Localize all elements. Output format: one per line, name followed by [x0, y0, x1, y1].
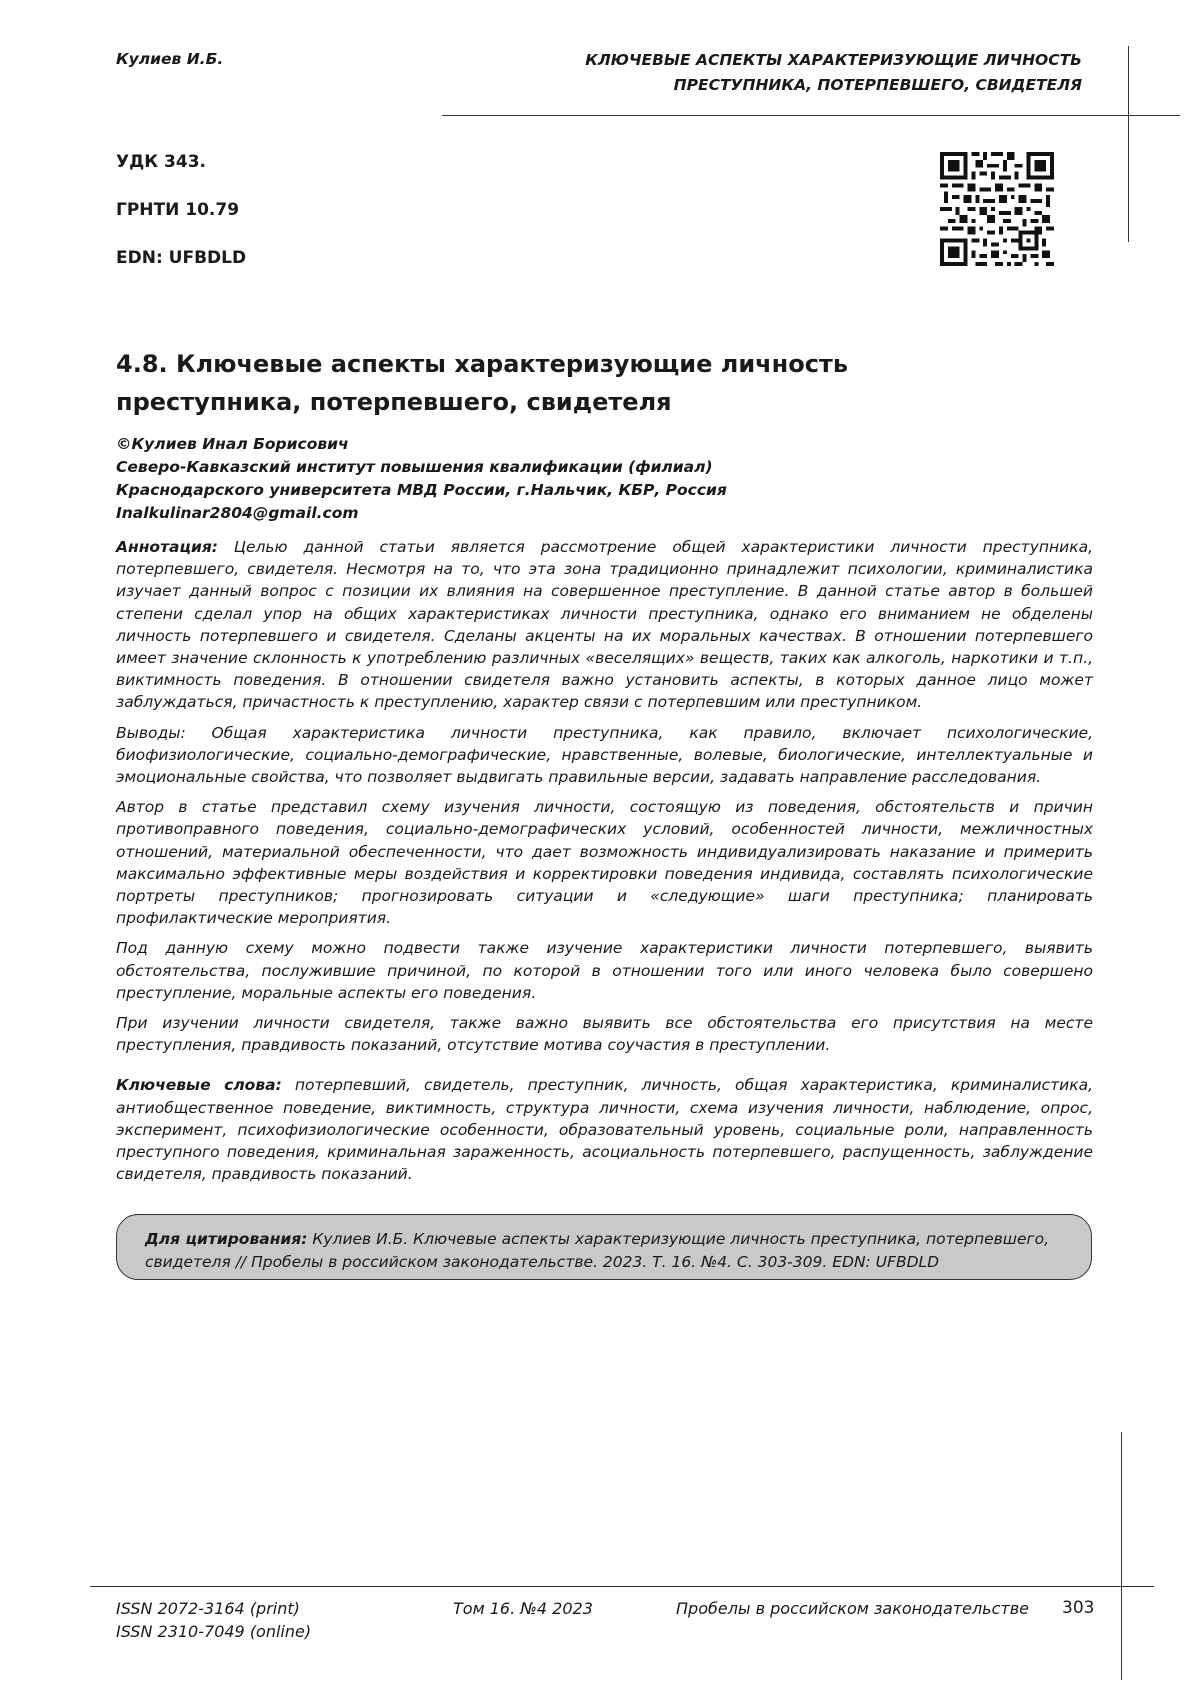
header-rule: [442, 115, 1180, 116]
article-title-line1: 4.8. Ключевые аспекты характеризующие личность: [116, 350, 849, 378]
author-affiliation-line1: Северо-Кавказский институт повышения квалификации (филиал): [116, 458, 713, 476]
abstract-paragraph: [116, 536, 1093, 714]
victim-paragraph: Под данную схему можно подвести также изучение характеристики личности потерпевшего, выявить обстоятельства, послужившие причиной, по которой в отношении того или иного человека было совершено преступление, моральные аспекты его поведения.: [116, 939, 1093, 1002]
footer-vertical-rule: [1121, 1432, 1122, 1680]
witness-paragraph: При изучении личности свидетеля, также важно выявить все обстоятельства его присутствия на месте преступления, правдивость показаний, отсутствие мотива соучастия в преступлении.: [116, 1014, 1093, 1055]
footer-journal-name: Пробелы в российском законодательстве: [676, 1599, 1029, 1618]
issn-online: ISSN 2310-7049 (online): [116, 1622, 312, 1641]
footer-rule: [90, 1586, 1154, 1587]
footer-issn: [116, 1597, 311, 1643]
author-block: [116, 433, 1016, 525]
running-header-title-line2: ПРЕСТУПНИКА, ПОТЕРПЕВШЕГО, СВИДЕТЕЛЯ: [673, 76, 1082, 94]
header-vertical-rule: [1128, 46, 1129, 242]
conclusions-paragraph: Выводы: Общая характеристика личности преступника, как правило, включает психологические, биофизиологические, социально-демографические, нравственные, волевые, биологические, интеллектуальные и эмоциональные свойства, что позволяет выдвигать правильные версии, задавать направление расследования.: [116, 723, 1093, 787]
page-number: 303: [1062, 1598, 1095, 1618]
grnti-code: ГРНТИ 10.79: [116, 200, 240, 220]
article-title-line2: преступника, потерпевшего, свидетеля: [116, 388, 672, 416]
edn-code: EDN: UFBDLD: [116, 248, 247, 268]
keywords-label: Ключевые слова:: [116, 1076, 282, 1095]
article-title: [116, 345, 1016, 421]
citation-text: Кулиев И.Б. Ключевые аспекты характеризующие личность преступника, потерпевшего, свидетеля // Пробелы в российском законодательстве. 2023. Т. 16. №4. С. 303-309. EDN: UFBDLD: [145, 1230, 1050, 1271]
keywords-paragraph: [116, 1074, 1093, 1185]
abstract-section: [116, 536, 1093, 1193]
qr-code-icon: [940, 152, 1054, 266]
abstract-label: Аннотация:: [116, 538, 219, 556]
udk-code: УДК 343.: [116, 152, 207, 172]
author-name: ©Кулиев Инал Борисович: [116, 435, 349, 453]
running-header-title-line1: КЛЮЧЕВЫЕ АСПЕКТЫ ХАРАКТЕРИЗУЮЩИЕ ЛИЧНОСТЬ: [585, 51, 1082, 69]
keywords-text: потерпевший, свидетель, преступник, личность, общая характеристика, криминалистика, антиобщественное поведение, виктимность, структура личности, схема изучения личности, наблюдение, опрос, эксперимент, психофизиологические особенности, образовательный уровень, социальные роли, направленность преступного поведения, криминальная зараженность, асоциальность потерпевшего, распущенность, заблуждение свидетеля, правдивость показаний.: [116, 1076, 1093, 1184]
running-header-author: Кулиев И.Б.: [116, 50, 224, 68]
footer-volume: Том 16. №4 2023: [453, 1599, 593, 1618]
citation-label: Для цитирования:: [145, 1230, 308, 1248]
scheme-paragraph: Автор в статье представил схему изучения личности, состоящую из поведения, обстоятельств и причин противоправного поведения, социально-демографических условий, особенностей личности, межличностных отношений, материальной обеспеченности, что дает возможность индивидуализировать наказание и примерить максимально эффективные меры воздействия и корректировки поведения индивида, составлять психологические портреты преступников; прогнозировать ситуации и «следующие» шаги преступника; планировать профилактические мероприятия.: [116, 798, 1093, 928]
author-email: Inalkulinar2804@gmail.com: [116, 504, 359, 522]
abstract-text: Целью данной статьи является рассмотрение общей характеристики личности преступника, потерпевшего, свидетеля. Несмотря на то, что эта зона традиционно принадлежит психологии, криминалистика изучает данный вопрос с позиции их влияния на совершенное преступление. В данной статье автор в большей степени сделал упор на общих характеристиках личности преступника, однако его вниманием не обделены личность потерпевшего и свидетеля. Сделаны акценты на их моральных качествах. В отношении потерпевшего имеет значение склонность к употреблению различных «веселящих» веществ, таких как алкоголь, наркотики и т.п., виктимность поведения. В отношении свидетеля важно установить аспекты, в которых данное лицо может заблуждаться, причастность к преступлению, характер связи с потерпевшим или преступником.: [116, 538, 1093, 712]
running-header-title: [382, 48, 1082, 98]
citation-box: [116, 1214, 1092, 1280]
author-affiliation-line2: Краснодарского университета МВД России, г.Нальчик, КБР, Россия: [116, 481, 727, 499]
issn-print: ISSN 2072-3164 (print): [116, 1599, 300, 1618]
